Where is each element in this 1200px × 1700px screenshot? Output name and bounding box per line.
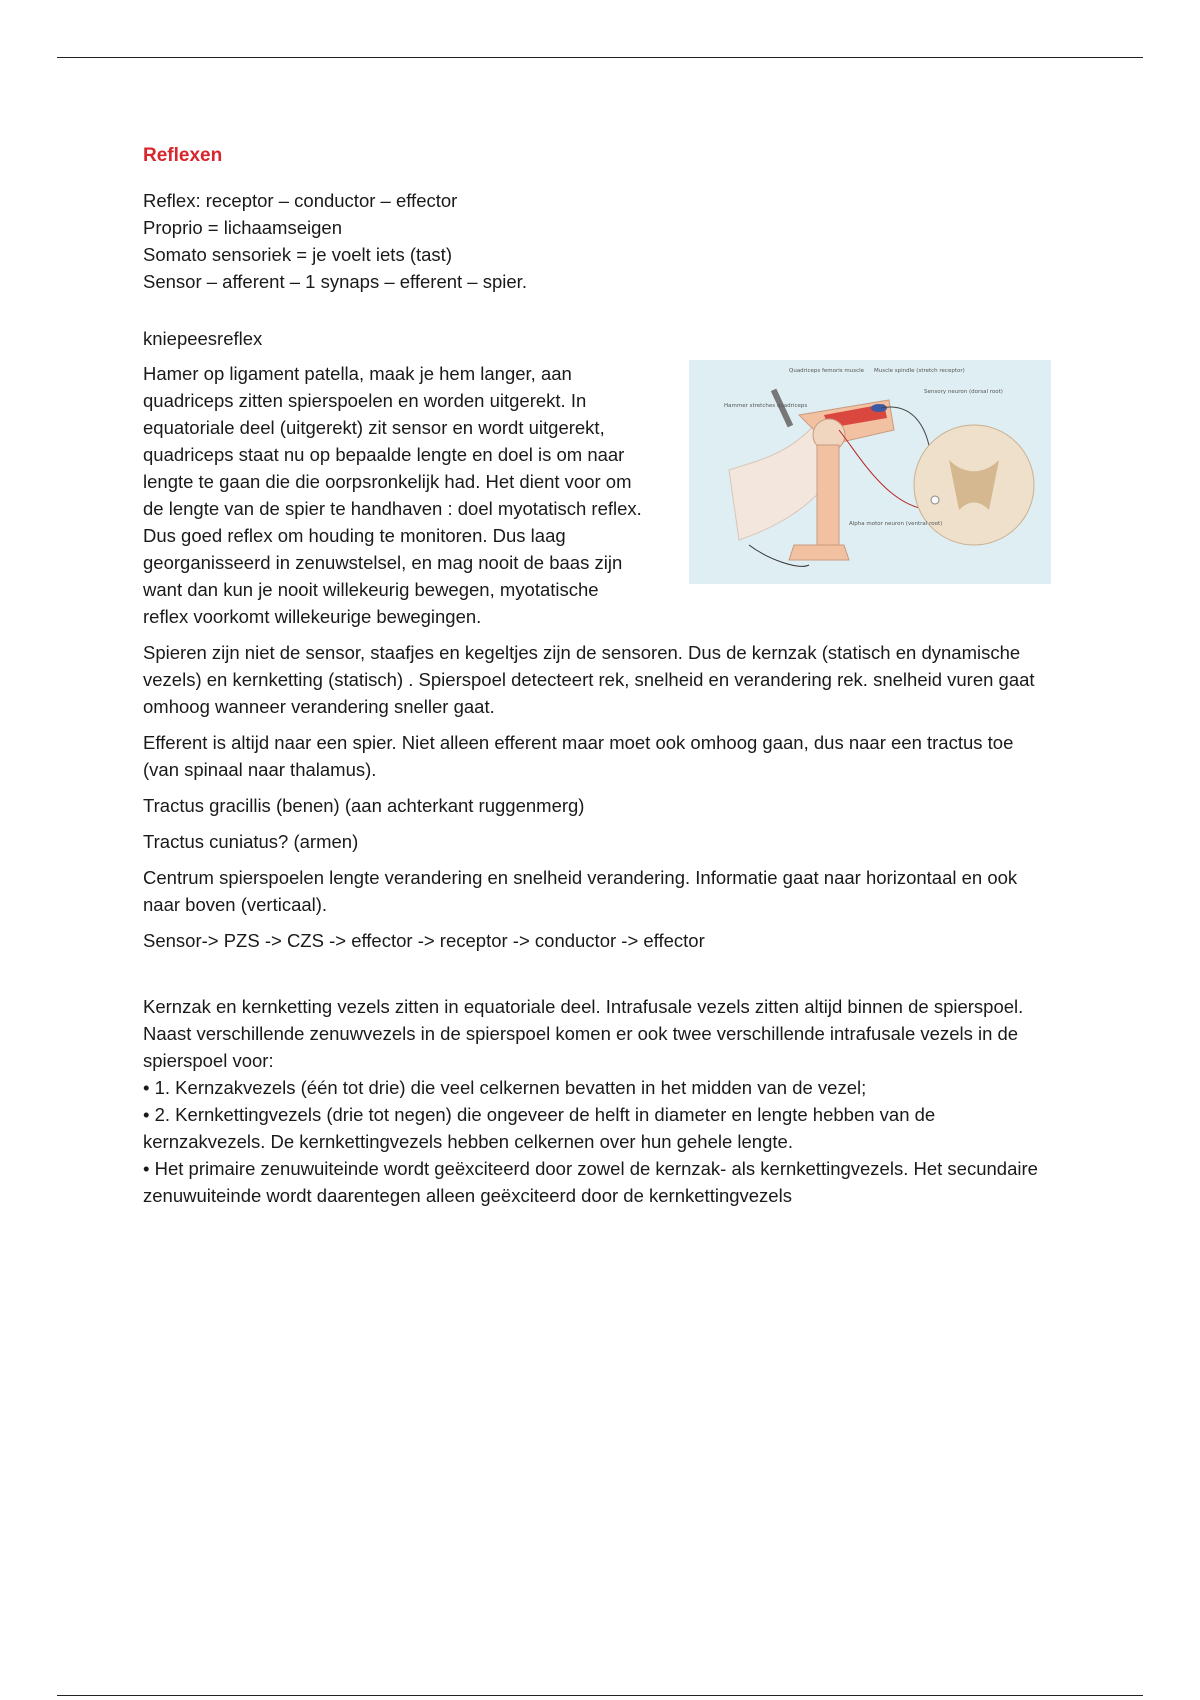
label-hammer: Hammer stretches quadriceps — [724, 403, 808, 409]
label-sensory-neuron: Sensory neuron (dorsal root) — [924, 389, 1003, 395]
intro-line: Reflex: receptor – conductor – effector — [143, 190, 458, 211]
knee-reflex-section — [143, 360, 1053, 639]
final-line: Kernzak en kernketting vezels zitten in equatoriale deel. Intrafusale vezels zitten altijd binnen de spierspoel. — [143, 996, 1024, 1017]
lower-leg — [817, 445, 839, 545]
label-quadriceps: Quadriceps femoris muscle — [789, 368, 865, 374]
intro-line: Somato sensoriek = je voelt iets (tast) — [143, 244, 452, 265]
intro-line: Sensor – afferent – 1 synaps – efferent – spier. — [143, 271, 527, 292]
paragraph: Tractus cuniatus? (armen) — [143, 831, 359, 852]
document-title: Reflexen — [143, 145, 223, 166]
foot — [789, 545, 849, 560]
muscle-spindle-mark — [871, 404, 887, 412]
knee-reflex-figure — [689, 360, 1051, 584]
paragraph: Sensor-> PZS -> CZS -> effector -> receptor -> conductor -> effector — [143, 930, 705, 951]
intro-line: Proprio = lichaamseigen — [143, 217, 342, 238]
knee-paragraph: Hamer op ligament patella, maak je hem langer, aan quadriceps zitten spierspoelen en worden uitgerekt. In equatoriale deel (uitgerekt) zit sensor en wordt uitgerekt, quadriceps staat nu op bepaalde lengte en doel is om naar lengte te gaan die die oorpsronkelijk had. Het dient voor om de lengte van de spier te handhaven : doel myotatisch reflex. Dus goed reflex om houding te monitoren. Dus laag georganisseerd in zenuwstelsel, en mag nooit de baas zijn want dan kun je nooit willekeurig bewegen, myotatische reflex voorkomt willekeurige bewegingen. — [143, 363, 642, 627]
synapse — [931, 496, 939, 504]
paragraph: Tractus gracillis (benen) (aan achterkant ruggenmerg) — [143, 795, 585, 816]
paragraph: Centrum spierspoelen lengte verandering en snelheid verandering. Informatie gaat naar horizontaal en ook naar boven (verticaal). — [143, 867, 1018, 915]
label-alpha-motor: Alpha motor neuron (ventral root) — [849, 521, 943, 527]
paragraph: Efferent is altijd naar een spier. Niet alleen efferent maar moet ook omhoog gaan, dus naar een tractus toe (van spinaal naar thalamus). — [143, 732, 1014, 780]
knee-reflex-illustration — [689, 360, 1051, 584]
final-line: • 1. Kernzakvezels (één tot drie) die veel celkernen bevatten in het midden van de vezel; — [143, 1077, 867, 1098]
document-page — [143, 142, 1053, 1209]
footer-rule — [57, 1695, 1143, 1696]
final-block — [143, 993, 1053, 1209]
intro-block — [143, 187, 1053, 295]
section-heading: kniepeesreflex — [143, 328, 263, 349]
label-muscle-spindle: Muscle spindle (stretch receptor) — [874, 368, 965, 374]
final-line: • 2. Kernkettingvezels (drie tot negen) die ongeveer de helft in diameter en lengte hebben van de kernzakvezels. De kernkettingvezels hebben celkernen over hun gehele lengte. — [143, 1104, 936, 1152]
final-line: Naast verschillende zenuwvezels in de spierspoel komen er ook twee verschillende intrafusale vezels in de spierspoel voor: — [143, 1023, 1019, 1071]
paragraph: Spieren zijn niet de sensor, staafjes en kegeltjes zijn de sensoren. Dus de kernzak (statisch en dynamische vezels) en kernketting (statisch) . Spierspoel detecteert rek, snelheid en verandering rek. snelheid vuren gaat omhoog wanneer verandering sneller gaat. — [143, 642, 1035, 717]
final-line: • Het primaire zenuwuiteinde wordt geëxciteerd door zowel de kernzak- als kernkettingvezels. Het secundaire zenuwuiteinde wordt daarentegen alleen geëxciteerd door de kernkettingvezels — [143, 1158, 1038, 1206]
header-rule — [57, 57, 1143, 58]
